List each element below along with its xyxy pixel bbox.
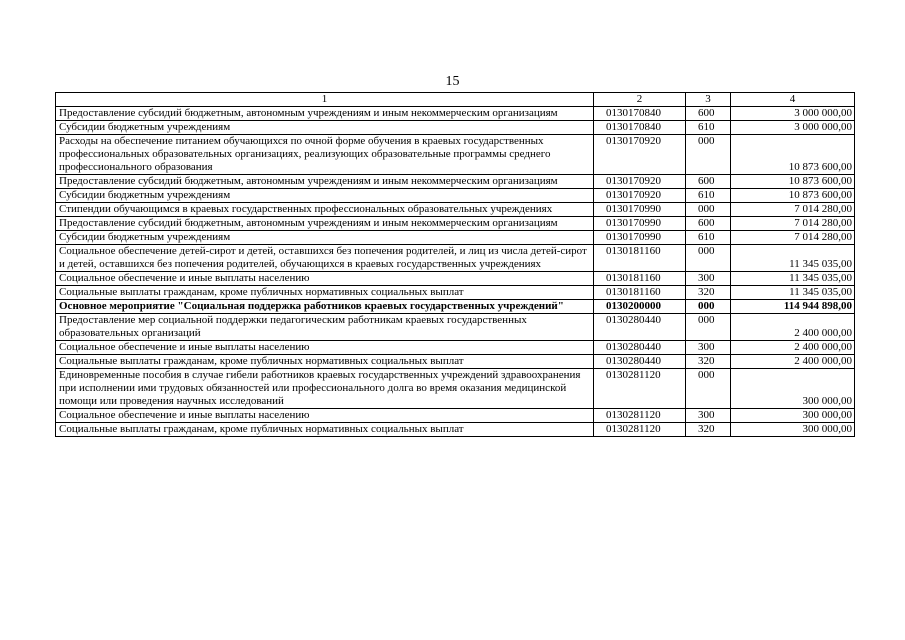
row-name-cell: Социальные выплаты гражданам, кроме публичных нормативных социальных выплат <box>56 423 594 437</box>
row-expense-type-cell: 000 <box>686 314 731 341</box>
row-code-cell: 0130281120 <box>594 409 686 423</box>
row-code-cell: 0130170840 <box>594 107 686 121</box>
row-amount-cell: 11 345 035,00 <box>731 245 855 272</box>
row-name-cell: Основное мероприятие "Социальная поддержка работников краевых государственных учреждений" <box>56 300 594 314</box>
row-amount-cell: 7 014 280,00 <box>731 217 855 231</box>
row-expense-type-cell: 320 <box>686 355 731 369</box>
table-row <box>56 409 855 423</box>
row-amount-cell: 300 000,00 <box>731 423 855 437</box>
row-expense-type-cell: 000 <box>686 203 731 217</box>
table-row <box>56 189 855 203</box>
row-expense-type-cell: 000 <box>686 135 731 175</box>
table-row <box>56 272 855 286</box>
row-code-cell: 0130281120 <box>594 423 686 437</box>
row-name-cell: Социальное обеспечение и иные выплаты населению <box>56 272 594 286</box>
row-code-cell: 0130170990 <box>594 231 686 245</box>
budget-table <box>55 92 855 437</box>
row-amount-cell: 2 400 000,00 <box>731 314 855 341</box>
row-name-cell: Предоставление субсидий бюджетным, автономным учреждениям и иным некоммерческим организациям <box>56 107 594 121</box>
row-code-cell: 0130170920 <box>594 135 686 175</box>
row-amount-cell: 10 873 600,00 <box>731 189 855 203</box>
header-col-2: 2 <box>594 93 686 107</box>
row-name-cell: Расходы на обеспечение питанием обучающихся по очной форме обучения в краевых государственных профессиональных образовательных организациях, реализующих образовательные программы среднего профессионального образования <box>56 135 594 175</box>
row-amount-cell: 10 873 600,00 <box>731 175 855 189</box>
table-row <box>56 300 855 314</box>
table-row <box>56 135 855 175</box>
row-name-cell: Социальное обеспечение и иные выплаты населению <box>56 341 594 355</box>
row-amount-cell: 7 014 280,00 <box>731 231 855 245</box>
table-row <box>56 107 855 121</box>
row-code-cell: 0130170990 <box>594 203 686 217</box>
row-expense-type-cell: 600 <box>686 107 731 121</box>
table-row <box>56 245 855 272</box>
row-expense-type-cell: 600 <box>686 175 731 189</box>
table-row <box>56 286 855 300</box>
row-expense-type-cell: 000 <box>686 300 731 314</box>
row-name-cell: Субсидии бюджетным учреждениям <box>56 189 594 203</box>
table-header-row <box>56 93 855 107</box>
row-expense-type-cell: 300 <box>686 341 731 355</box>
row-name-cell: Стипендии обучающимся в краевых государственных профессиональных образовательных учреждениях <box>56 203 594 217</box>
row-code-cell: 0130200000 <box>594 300 686 314</box>
row-expense-type-cell: 320 <box>686 286 731 300</box>
row-expense-type-cell: 610 <box>686 121 731 135</box>
row-expense-type-cell: 000 <box>686 245 731 272</box>
table-row <box>56 203 855 217</box>
row-expense-type-cell: 320 <box>686 423 731 437</box>
row-code-cell: 0130280440 <box>594 341 686 355</box>
row-amount-cell: 10 873 600,00 <box>731 135 855 175</box>
row-code-cell: 0130170840 <box>594 121 686 135</box>
row-amount-cell: 11 345 035,00 <box>731 286 855 300</box>
row-name-cell: Субсидии бюджетным учреждениям <box>56 231 594 245</box>
row-expense-type-cell: 000 <box>686 369 731 409</box>
row-amount-cell: 7 014 280,00 <box>731 203 855 217</box>
row-name-cell: Социальные выплаты гражданам, кроме публичных нормативных социальных выплат <box>56 286 594 300</box>
page-number: 15 <box>445 74 460 89</box>
row-amount-cell: 2 400 000,00 <box>731 355 855 369</box>
row-name-cell: Единовременные пособия в случае гибели работников краевых государственных учреждений здравоохранения при исполнении ими трудовых обязанностей или профессионального долга во время оказания медицинской помощи или проведения научных исследований <box>56 369 594 409</box>
row-name-cell: Предоставление субсидий бюджетным, автономным учреждениям и иным некоммерческим организациям <box>56 217 594 231</box>
row-expense-type-cell: 300 <box>686 409 731 423</box>
row-expense-type-cell: 610 <box>686 189 731 203</box>
row-name-cell: Социальное обеспечение детей-сирот и детей, оставшихся без попечения родителей, и лиц из числа детей-сирот и детей, оставшихся без попечения родителей, обучающихся в краевых государственных учреждениях <box>56 245 594 272</box>
table-row <box>56 369 855 409</box>
row-code-cell: 0130181160 <box>594 272 686 286</box>
row-name-cell: Социальные выплаты гражданам, кроме публичных нормативных социальных выплат <box>56 355 594 369</box>
row-code-cell: 0130181160 <box>594 245 686 272</box>
row-code-cell: 0130280440 <box>594 314 686 341</box>
row-expense-type-cell: 600 <box>686 217 731 231</box>
row-expense-type-cell: 610 <box>686 231 731 245</box>
row-amount-cell: 11 345 035,00 <box>731 272 855 286</box>
row-code-cell: 0130280440 <box>594 355 686 369</box>
row-expense-type-cell: 300 <box>686 272 731 286</box>
row-code-cell: 0130170990 <box>594 217 686 231</box>
row-name-cell: Субсидии бюджетным учреждениям <box>56 121 594 135</box>
row-code-cell: 0130181160 <box>594 286 686 300</box>
table-row <box>56 314 855 341</box>
table-row <box>56 423 855 437</box>
header-col-3: 3 <box>686 93 731 107</box>
table-row <box>56 217 855 231</box>
row-amount-cell: 114 944 898,00 <box>731 300 855 314</box>
row-amount-cell: 3 000 000,00 <box>731 107 855 121</box>
row-amount-cell: 3 000 000,00 <box>731 121 855 135</box>
table-row <box>56 121 855 135</box>
header-col-4: 4 <box>731 93 855 107</box>
row-name-cell: Предоставление субсидий бюджетным, автономным учреждениям и иным некоммерческим организациям <box>56 175 594 189</box>
row-code-cell: 0130170920 <box>594 189 686 203</box>
table-body <box>56 107 855 437</box>
row-amount-cell: 2 400 000,00 <box>731 341 855 355</box>
header-col-1: 1 <box>56 93 594 107</box>
table-row <box>56 341 855 355</box>
row-amount-cell: 300 000,00 <box>731 409 855 423</box>
row-code-cell: 0130281120 <box>594 369 686 409</box>
row-name-cell: Предоставление мер социальной поддержки педагогическим работникам краевых государственных образовательных организаций <box>56 314 594 341</box>
row-amount-cell: 300 000,00 <box>731 369 855 409</box>
row-name-cell: Социальное обеспечение и иные выплаты населению <box>56 409 594 423</box>
table-row <box>56 355 855 369</box>
table-row <box>56 175 855 189</box>
table-row <box>56 231 855 245</box>
row-code-cell: 0130170920 <box>594 175 686 189</box>
